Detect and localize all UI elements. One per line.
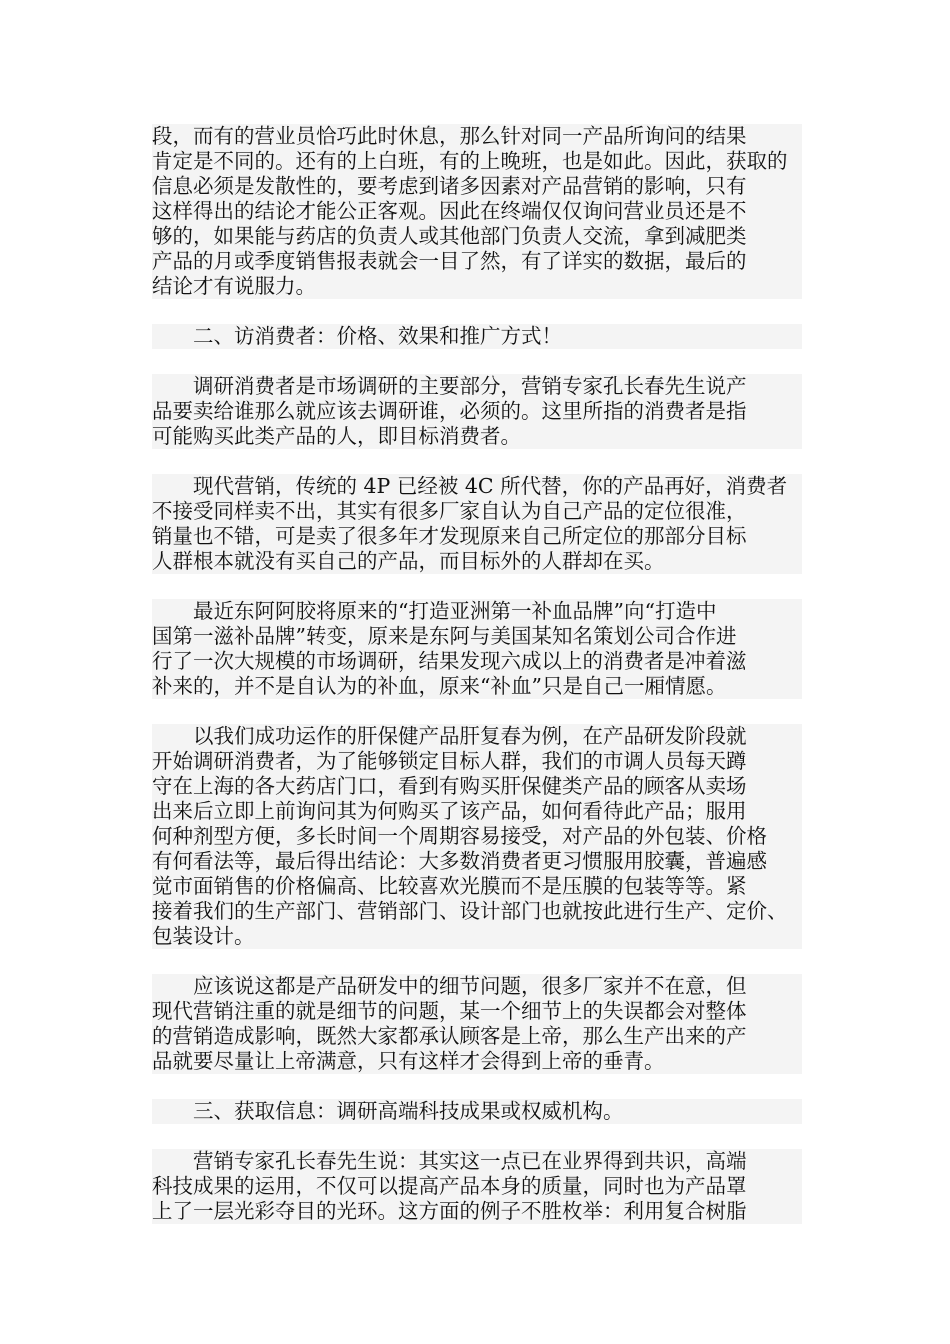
document-body xyxy=(152,124,802,1224)
text-line: 可能购买此类产品的人，即目标消费者。 xyxy=(152,424,521,448)
text-line: 现代营销注重的就是细节的问题，某一个细节上的失误都会对整体 xyxy=(152,999,747,1023)
paragraph-gap xyxy=(152,1074,802,1099)
text-line: 包装设计。 xyxy=(152,924,255,948)
text-line: 段，而有的营业员恰巧此时休息，那么针对同一产品所询问的结果 xyxy=(152,124,747,148)
text-line: 品就要尽量让上帝满意，只有这样才会得到上帝的垂青。 xyxy=(152,1049,665,1073)
text-line: 的营销造成影响，既然大家都承认顾客是上帝，那么生产出来的产 xyxy=(152,1024,747,1048)
text-line: 这样得出的结论才能公正客观。因此在终端仅仅询问营业员还是不 xyxy=(152,199,747,223)
text-line: 产品的月或季度销售报表就会一目了然，有了详实的数据，最后的 xyxy=(152,249,747,273)
paragraph-7 xyxy=(152,974,802,1074)
paragraph-gap xyxy=(152,574,802,599)
text-line: 肯定是不同的。还有的上白班，有的上晚班，也是如此。因此，获取的 xyxy=(152,149,788,173)
text-line: 销量也不错，可是卖了很多年才发现原来自己所定位的那部分目标 xyxy=(152,524,747,548)
text-line: 国第一滋补品牌”转变，原来是东阿与美国某知名策划公司合作进 xyxy=(152,624,737,648)
text-line: 调研消费者是市场调研的主要部分，营销专家孔长春先生说产 xyxy=(152,374,747,398)
text-line: 品要卖给谁那么就应该去调研谁，必须的。这里所指的消费者是指 xyxy=(152,399,747,423)
paragraph-gap xyxy=(152,299,802,324)
text-line: 应该说这都是产品研发中的细节问题，很多厂家并不在意，但 xyxy=(152,974,747,998)
text-line: 营销专家孔长春先生说：其实这一点已在业界得到共识，高端 xyxy=(152,1149,747,1173)
paragraph-gap xyxy=(152,449,802,474)
text-line: 有何看法等，最后得出结论：大多数消费者更习惯服用胶囊，普遍感 xyxy=(152,849,767,873)
text-line: 出来后立即上前询问其为何购买了该产品，如何看待此产品；服用 xyxy=(152,799,747,823)
text-line: 科技成果的运用，不仅可以提高产品本身的质量，同时也为产品罩 xyxy=(152,1174,747,1198)
text-line: 信息必须是发散性的，要考虑到诸多因素对产品营销的影响，只有 xyxy=(152,174,747,198)
section-heading-2 xyxy=(152,324,802,349)
text-line: 何种剂型方便，多长时间一个周期容易接受，对产品的外包装、价格 xyxy=(152,824,767,848)
text-line: 守在上海的各大药店门口，看到有购买肝保健类产品的顾客从卖场 xyxy=(152,774,747,798)
text-line: 人群根本就没有买自己的产品，而目标外的人群却在买。 xyxy=(152,549,665,573)
paragraph-9 xyxy=(152,1149,802,1224)
paragraph-gap xyxy=(152,349,802,374)
text-line: 觉市面销售的价格偏高、比较喜欢光膜而不是压膜的包装等等。紧 xyxy=(152,874,747,898)
text-line: 补来的，并不是自认为的补血，原来“补血”只是自己一厢情愿。 xyxy=(152,674,727,698)
text-line: 行了一次大规模的市场调研，结果发现六成以上的消费者是冲着滋 xyxy=(152,649,747,673)
paragraph-5 xyxy=(152,599,802,699)
heading-line: 二、访消费者：价格、效果和推广方式！ xyxy=(152,324,562,348)
section-heading-3 xyxy=(152,1099,802,1124)
paragraph-gap xyxy=(152,699,802,724)
text-line: 最近东阿阿胶将原来的“打造亚洲第一补血品牌”向“打造中 xyxy=(152,599,717,623)
text-line: 开始调研消费者，为了能够锁定目标人群，我们的市调人员每天蹲 xyxy=(152,749,747,773)
text-line: 以我们成功运作的肝保健产品肝复春为例，在产品研发阶段就 xyxy=(152,724,747,748)
paragraph-gap xyxy=(152,1124,802,1149)
paragraph-1 xyxy=(152,124,802,299)
text-line: 结论才有说服力。 xyxy=(152,274,316,298)
paragraph-gap xyxy=(152,949,802,974)
text-line: 够的，如果能与药店的负责人或其他部门负责人交流，拿到减肥类 xyxy=(152,224,747,248)
text-line: 上了一层光彩夺目的光环。这方面的例子不胜枚举：利用复合树脂 xyxy=(152,1199,747,1223)
text-line: 现代营销，传统的 4P 已经被 4C 所代替，你的产品再好，消费者 xyxy=(152,474,788,498)
paragraph-4 xyxy=(152,474,802,574)
text-line: 接着我们的生产部门、营销部门、设计部门也就按此进行生产、定价、 xyxy=(152,899,788,923)
heading-line: 三、获取信息：调研高端科技成果或权威机构。 xyxy=(152,1099,624,1123)
paragraph-6 xyxy=(152,724,802,949)
text-line: 不接受同样卖不出，其实有很多厂家自认为自己产品的定位很准， xyxy=(152,499,747,523)
paragraph-3 xyxy=(152,374,802,449)
